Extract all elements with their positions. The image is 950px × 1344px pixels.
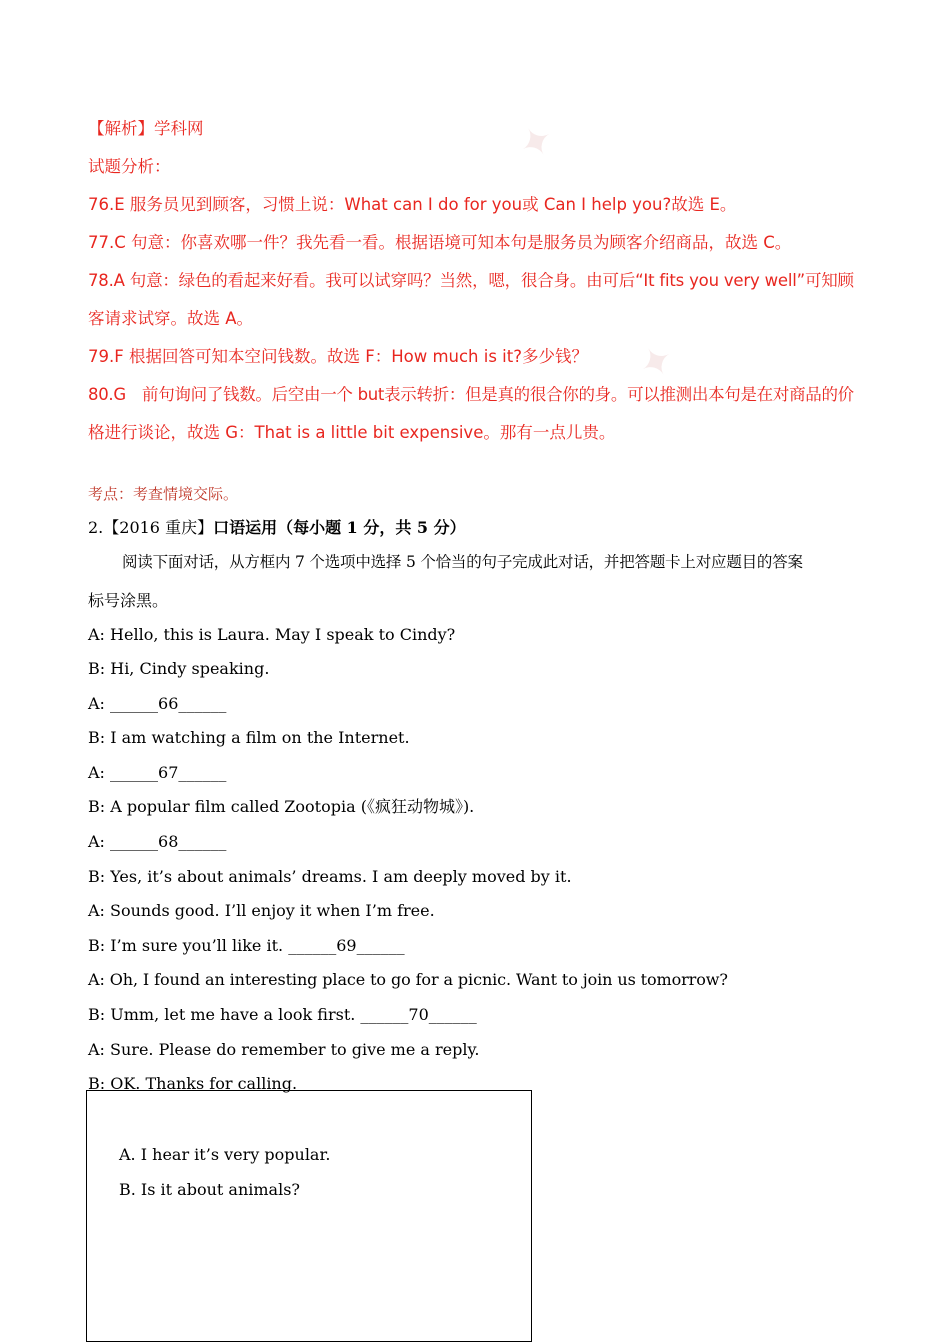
question-title-prefix: 2.【2016 重庆】 <box>88 518 214 537</box>
option-a: A. I hear it’s very popular. <box>119 1145 331 1164</box>
analysis-header: 【解析】学科网 <box>88 119 204 138</box>
dialogue-line: B: Hi, Cindy speaking. <box>88 659 270 678</box>
dialogue-line: A: Sounds good. I’ll enjoy it when I’m free. <box>88 901 435 920</box>
dialogue-line: B: OK. Thanks for calling. <box>88 1074 298 1093</box>
instruction-line-1: 阅读下面对话，从方框内 7 个选项中选择 5 个恰当的句子完成此对话，并把答题卡上对应题目的答案 <box>122 553 803 571</box>
question-title-bold: 口语运用（每小题 1 分，共 5 分） <box>213 518 466 537</box>
option-b: B. Is it about animals? <box>119 1180 300 1199</box>
dialogue-line: A: ______68______ <box>88 832 227 851</box>
dialogue-line: A: ______66______ <box>88 694 227 713</box>
instruction-line-2: 标号涂黑。 <box>88 591 169 610</box>
analysis-item-76: 76.E 服务员见到顾客，习惯上说：What can I do for you或 Can I help you?故选 E。 <box>88 195 737 214</box>
analysis-item-79: 79.F 根据回答可知本空问钱数。故选 F：How much is it?多少钱？ <box>88 347 588 366</box>
analysis-subheader: 试题分析： <box>88 157 171 176</box>
watermark: ✦ <box>510 114 563 172</box>
dialogue-line: A: Oh, I found an interesting place to go for a picnic. Want to join us tomorrow? <box>88 970 728 989</box>
dialogue-line: B: I am watching a film on the Internet. <box>88 728 410 747</box>
dialogue-line: B: A popular film called Zootopia (《疯狂动物城》). <box>88 797 475 816</box>
dialogue-line: A: Sure. Please do remember to give me a reply. <box>88 1040 480 1059</box>
analysis-item-77: 77.C 句意：你喜欢哪一件？我先看一看。根据语境可知本句是服务员为顾客介绍商品，故选 C。 <box>88 233 792 252</box>
options-box <box>86 1090 532 1342</box>
question-title <box>88 518 466 538</box>
analysis-item-78: 78.A 句意：绿色的看起来好看。我可以试穿吗？当然，嗯，很合身。由可后“It fits you very well”可知顾 <box>88 271 854 290</box>
watermark: ✦ <box>630 334 683 392</box>
kaodian: 考点：考查情境交际。 <box>88 485 239 503</box>
analysis-item-78-cont: 客请求试穿。故选 A。 <box>88 309 254 328</box>
dialogue-line: B: I’m sure you’ll like it. ______69______ <box>88 936 405 955</box>
analysis-item-80-cont: 格进行谈论，故选 G：That is a little bit expensive。那有一点儿贵。 <box>88 423 616 442</box>
dialogue-line: B: Yes, it’s about animals’ dreams. I am deeply moved by it. <box>88 867 572 886</box>
dialogue-line: A: ______67______ <box>88 763 227 782</box>
dialogue-line: A: Hello, this is Laura. May I speak to Cindy? <box>88 625 456 644</box>
dialogue-line: B: Umm, let me have a look first. ______70______ <box>88 1005 477 1024</box>
analysis-item-80: 80.G 前句询问了钱数。后空由一个 but表示转折：但是真的很合你的身。可以推测出本句是在对商品的价 <box>88 385 854 404</box>
